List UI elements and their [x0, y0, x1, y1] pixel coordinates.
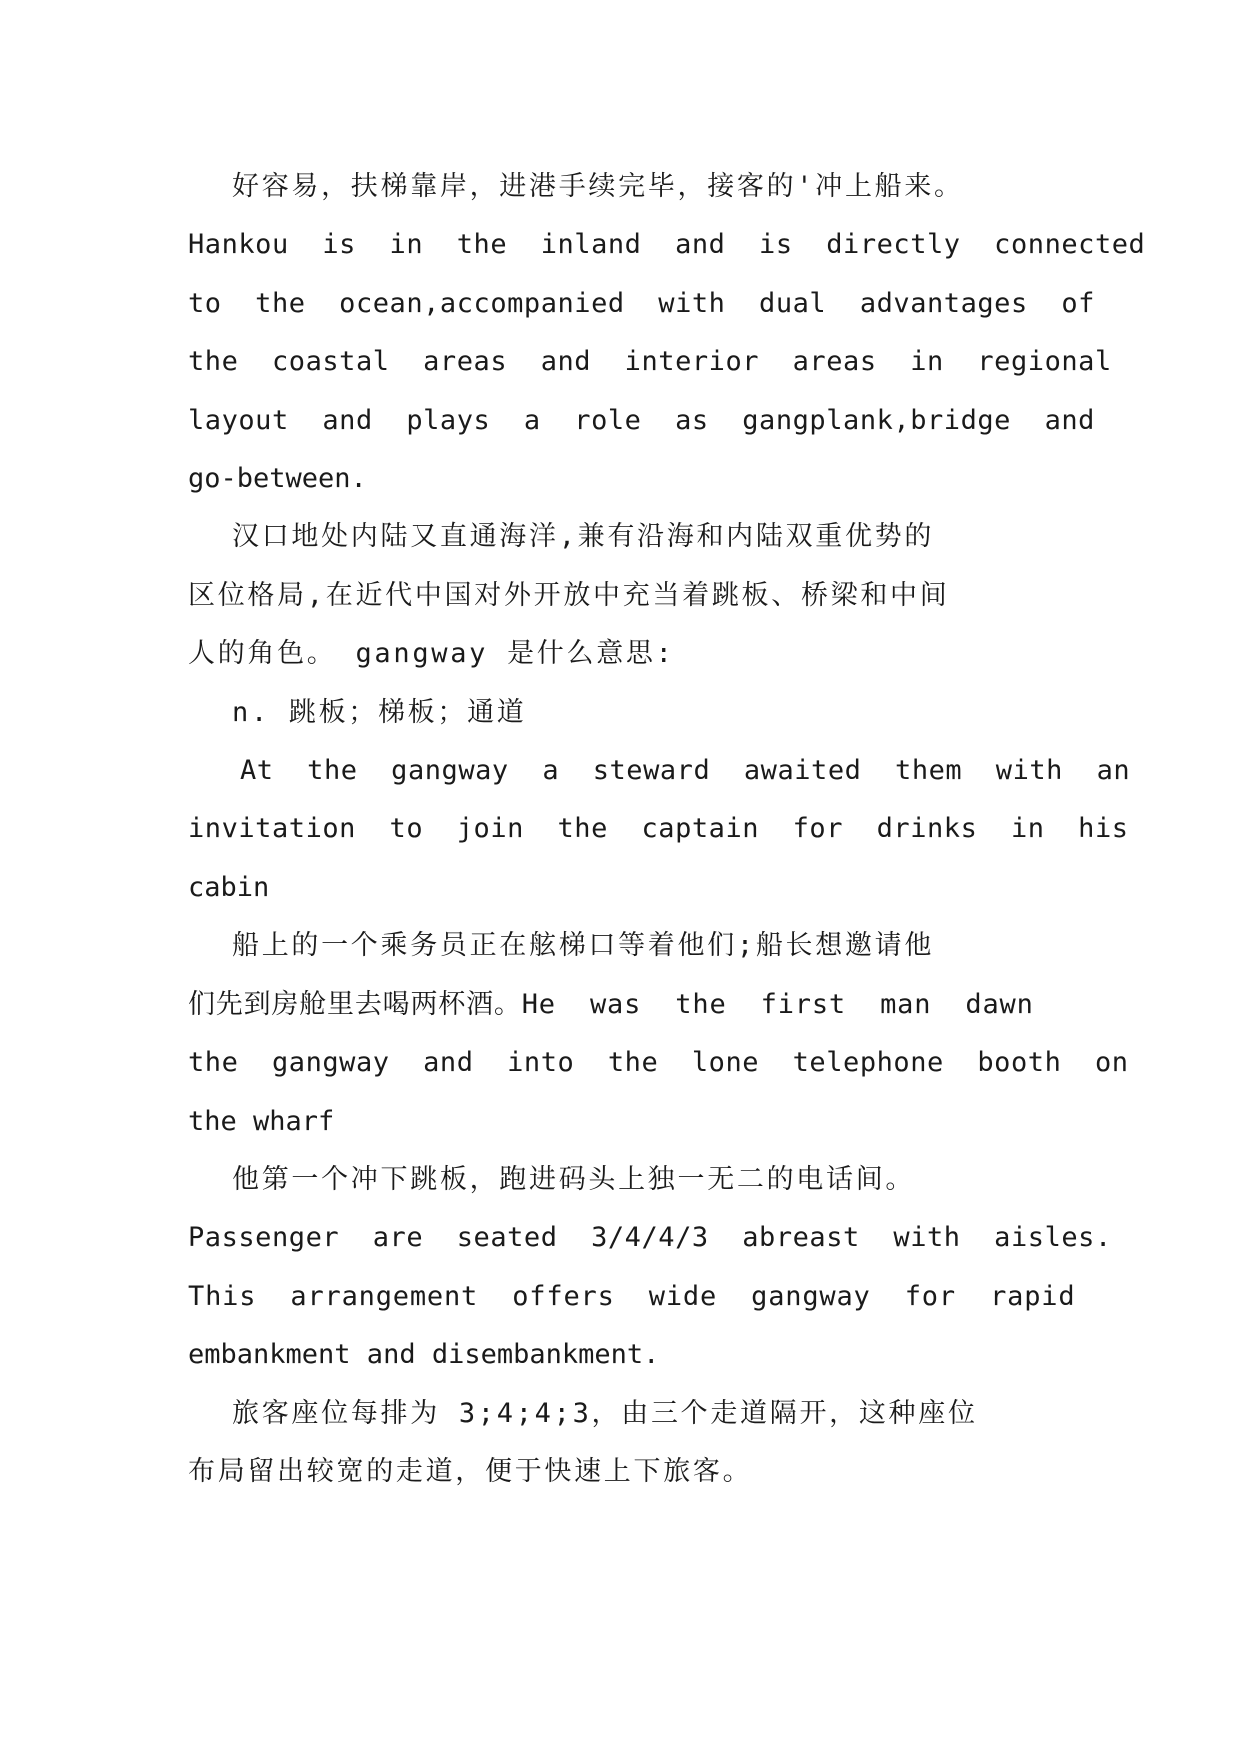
- paragraph: [188, 917, 1129, 1151]
- text-line: 布局留出较宽的走道，便于快速上下旅客。: [188, 1455, 753, 1487]
- text-line: invitation to join the captain for drinks in his: [188, 813, 1129, 845]
- text-line: n. 跳板；梯板；通道: [232, 696, 527, 728]
- text-line: to the ocean,accompanied with dual advantages of: [188, 287, 1095, 319]
- text-line: 船上的一个乘务员正在舷梯口等着他们;船长想邀请他: [232, 930, 935, 962]
- text-line: 人的角色。 gangway 是什么意思:: [188, 638, 675, 670]
- text-line: Passenger are seated 3/4/4/3 abreast with aisles.: [188, 1222, 1112, 1254]
- text-line: At the gangway a steward awaited them with an: [240, 755, 1131, 787]
- paragraph: [188, 1151, 1112, 1385]
- text-line: the wharf: [188, 1105, 335, 1137]
- paragraph: [188, 508, 1056, 683]
- text-line: the gangway and into the lone telephone booth on: [188, 1047, 1129, 1079]
- text-line: 们先到房舱里去喝两杯酒。He was the first man dawn: [188, 988, 1034, 1020]
- text-line: 好容易，扶梯靠岸，进港手续完毕，接客的'冲上船来。: [232, 171, 964, 202]
- document-body: [188, 158, 1146, 1501]
- text-line: This arrangement offers wide gangway for rapid: [188, 1280, 1076, 1312]
- paragraph: [188, 742, 1131, 917]
- text-line: the coastal areas and interior areas in regional: [188, 346, 1112, 378]
- text-line: cabin: [188, 871, 270, 903]
- paragraph: [188, 1385, 1056, 1502]
- text-line: layout and plays a role as gangplank,bridge and: [188, 404, 1095, 436]
- text-line: 旅客座位每排为 3;4;4;3，由三个走道隔开，这种座位: [232, 1397, 978, 1429]
- paragraph: [188, 684, 1056, 742]
- text-line: 他第一个冲下跳板，跑进码头上独一无二的电话间。: [232, 1163, 916, 1195]
- text-line: Hankou is in the inland and is directly connected: [188, 229, 1146, 261]
- text-line: embankment and disembankment.: [188, 1339, 660, 1371]
- text-line: go-between.: [188, 463, 367, 495]
- text-line: 区位格局,在近代中国对外开放中充当着跳板、桥梁和中间: [188, 579, 950, 611]
- text-line: 汉口地处内陆又直通海洋,兼有沿海和内陆双重优势的: [232, 521, 935, 553]
- paragraph: [188, 158, 1146, 508]
